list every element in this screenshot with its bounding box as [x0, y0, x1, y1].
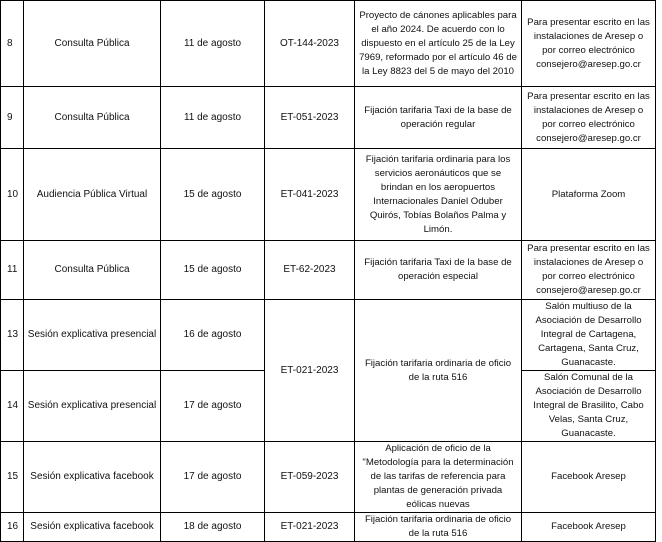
case-code: ET-021-2023 [265, 513, 355, 542]
row-number: 11 [1, 241, 24, 300]
event-location: Salón Comunal de la Asociación de Desarrollo Integral de Brasilito, Cabo Velas, Santa Cruz, Guanacaste. [522, 371, 656, 442]
event-type: Sesión explicativa presencial [24, 300, 161, 371]
event-date: 11 de agosto [161, 87, 265, 149]
event-type: Consulta Pública [24, 241, 161, 300]
event-date: 16 de agosto [161, 300, 265, 371]
row-number: 15 [1, 442, 24, 513]
event-location: Plataforma Zoom [522, 149, 656, 241]
case-code: OT-144-2023 [265, 1, 355, 87]
event-description: Aplicación de oficio de la "Metodología para la determinación de las tarifas de referencia para plantas de generación privada eólicas nuevas [355, 442, 522, 513]
event-type: Consulta Pública [24, 87, 161, 149]
event-date: 18 de agosto [161, 513, 265, 542]
event-description: Fijación tarifaria ordinaria de oficio de la ruta 516 [355, 513, 522, 542]
event-type: Sesión explicativa facebook [24, 513, 161, 542]
row-number: 9 [1, 87, 24, 149]
event-date: 17 de agosto [161, 371, 265, 442]
row-number: 10 [1, 149, 24, 241]
event-description: Fijación tarifaria Taxi de la base de operación regular [355, 87, 522, 149]
row-number: 13 [1, 300, 24, 371]
table-row [1, 87, 656, 149]
case-code: ET-041-2023 [265, 149, 355, 241]
event-description: Fijación tarifaria ordinaria de oficio de la ruta 516 [355, 300, 522, 442]
event-location: Para presentar escrito en las instalaciones de Aresep o por correo electrónico consejero@aresep.go.cr [522, 241, 656, 300]
table-row [1, 300, 656, 371]
table-row [1, 149, 656, 241]
event-date: 11 de agosto [161, 1, 265, 87]
event-location: Facebook Aresep [522, 513, 656, 542]
event-type: Sesión explicativa presencial [24, 371, 161, 442]
case-code: ET-021-2023 [265, 300, 355, 442]
event-description: Proyecto de cánones aplicables para el año 2024. De acuerdo con lo dispuesto en el artículo 25 de la Ley 7969, reformado por el artículo 46 de la Ley 8823 del 5 de mayo del 2010 [355, 1, 522, 87]
row-number: 8 [1, 1, 24, 87]
event-location: Salón multiuso de la Asociación de Desarrollo Integral de Cartagena, Cartagena, Santa Cruz, Guanacaste. [522, 300, 656, 371]
event-type: Audiencia Pública Virtual [24, 149, 161, 241]
table-row [1, 442, 656, 513]
event-type: Sesión explicativa facebook [24, 442, 161, 513]
event-type: Consulta Pública [24, 1, 161, 87]
table-row [1, 1, 656, 87]
event-location: Para presentar escrito en las instalaciones de Aresep o por correo electrónico consejero@aresep.go.cr [522, 1, 656, 87]
event-description: Fijación tarifaria ordinaria para los servicios aeronáuticos que se brindan en los aeropuertos Internacionales Daniel Oduber Quirós, Tobías Bolaños Palma y Limón. [355, 149, 522, 241]
case-code: ET-62-2023 [265, 241, 355, 300]
row-number: 16 [1, 513, 24, 542]
event-location: Facebook Aresep [522, 442, 656, 513]
table-row [1, 241, 656, 300]
event-date: 15 de agosto [161, 149, 265, 241]
row-number: 14 [1, 371, 24, 442]
table-row [1, 513, 656, 542]
event-description: Fijación tarifaria Taxi de la base de operación especial [355, 241, 522, 300]
event-date: 17 de agosto [161, 442, 265, 513]
case-code: ET-059-2023 [265, 442, 355, 513]
event-location: Para presentar escrito en las instalaciones de Aresep o por correo electrónico consejero@aresep.go.cr [522, 87, 656, 149]
case-code: ET-051-2023 [265, 87, 355, 149]
event-date: 15 de agosto [161, 241, 265, 300]
